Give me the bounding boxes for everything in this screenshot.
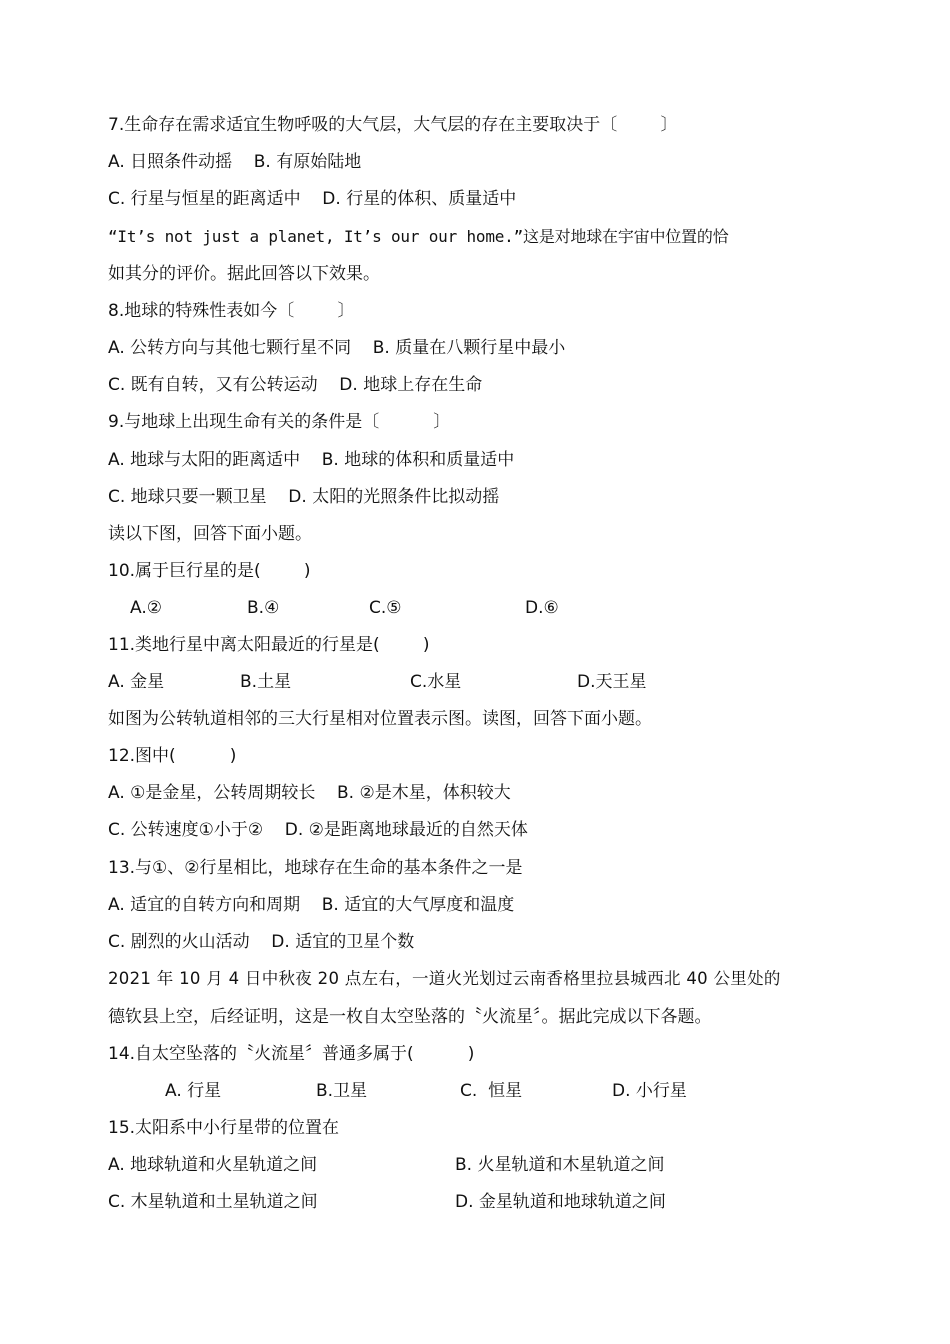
- q13-options-ab: A. 适宜的自转方向和周期 B. 适宜的大气厚度和温度: [108, 895, 515, 915]
- q9-stem: 9.与地球上出现生命有关的条件是〔 〕: [108, 412, 451, 432]
- q9-options-ab: A. 地球与太阳的距离适中 B. 地球的体积和质量适中: [108, 450, 515, 470]
- q15-option-a: A. 地球轨道和火星轨道之间: [108, 1155, 318, 1175]
- q12-stem: 12.图中( ): [108, 746, 237, 766]
- q11-option-a: A. 金星: [108, 672, 165, 692]
- passage-1-line-1: “It’s not just a planet, It’s our our home.”这是对地球在宇宙中位置的恰: [108, 227, 729, 246]
- q11-option-d: D.天王星: [577, 672, 647, 692]
- passage-3: 如图为公转轨道相邻的三大行星相对位置表示图。读图，回答下面小题。: [108, 709, 652, 729]
- q10-option-a: A.②: [130, 598, 162, 618]
- q14-option-b: B.卫星: [316, 1081, 368, 1101]
- q7-options-cd: C. 行星与恒星的距离适中 D. 行星的体积、质量适中: [108, 189, 517, 209]
- q7-options-ab: A. 日照条件动摇 B. 有原始陆地: [108, 152, 362, 172]
- q12-options-cd: C. 公转速度①小于② D. ②是距离地球最近的自然天体: [108, 820, 528, 840]
- q8-options-cd: C. 既有自转，又有公转运动 D. 地球上存在生命: [108, 375, 483, 395]
- q12-options-ab: A. ①是金星，公转周期较长 B. ②是木星，体积较大: [108, 783, 511, 803]
- q15-option-d: D. 金星轨道和地球轨道之间: [455, 1192, 666, 1212]
- q13-options-cd: C. 剧烈的火山活动 D. 适宜的卫星个数: [108, 932, 415, 952]
- q10-option-c: C.⑤: [369, 598, 402, 618]
- q15-option-b: B. 火星轨道和木星轨道之间: [455, 1155, 665, 1175]
- q7-stem: 7.生命存在需求适宜生物呼吸的大气层，大气层的存在主要取决于〔 〕: [108, 115, 678, 135]
- q13-stem: 13.与①、②行星相比，地球存在生命的基本条件之一是: [108, 858, 523, 878]
- q8-options-ab: A. 公转方向与其他七颗行星不同 B. 质量在八颗行星中最小: [108, 338, 566, 358]
- q11-option-b: B.土星: [240, 672, 292, 692]
- passage-1-line-2: 如其分的评价。据此回答以下效果。: [108, 264, 380, 284]
- q15-option-c: C. 木星轨道和土星轨道之间: [108, 1192, 318, 1212]
- q10-stem: 10.属于巨行星的是( ): [108, 561, 311, 581]
- passage-4-line-2: 德钦县上空，后经证明，这是一枚自太空坠落的〝火流星〞。据此完成以下各题。: [108, 1007, 712, 1027]
- q8-stem: 8.地球的特殊性表如今〔 〕: [108, 301, 355, 321]
- q9-options-cd: C. 地球只要一颗卫星 D. 太阳的光照条件比拟动摇: [108, 487, 500, 507]
- q14-option-c: C. 恒星: [460, 1081, 523, 1101]
- q14-option-d: D. 小行星: [612, 1081, 687, 1101]
- q11-stem: 11.类地行星中离太阳最近的行星是( ): [108, 635, 430, 655]
- q15-stem: 15.太阳系中小行星带的位置在: [108, 1118, 340, 1138]
- q10-option-d: D.⑥: [525, 598, 559, 618]
- passage-4-line-1: 2021 年 10 月 4 日中秋夜 20 点左右，一道火光划过云南香格里拉县城西北 40 公里处的: [108, 969, 781, 988]
- q11-option-c: C.水星: [410, 672, 462, 692]
- q10-option-b: B.④: [247, 598, 280, 618]
- q14-stem: 14.自太空坠落的〝火流星〞普通多属于( ): [108, 1044, 475, 1064]
- passage-2: 读以下图，回答下面小题。: [108, 524, 312, 544]
- q14-option-a: A. 行星: [165, 1081, 222, 1101]
